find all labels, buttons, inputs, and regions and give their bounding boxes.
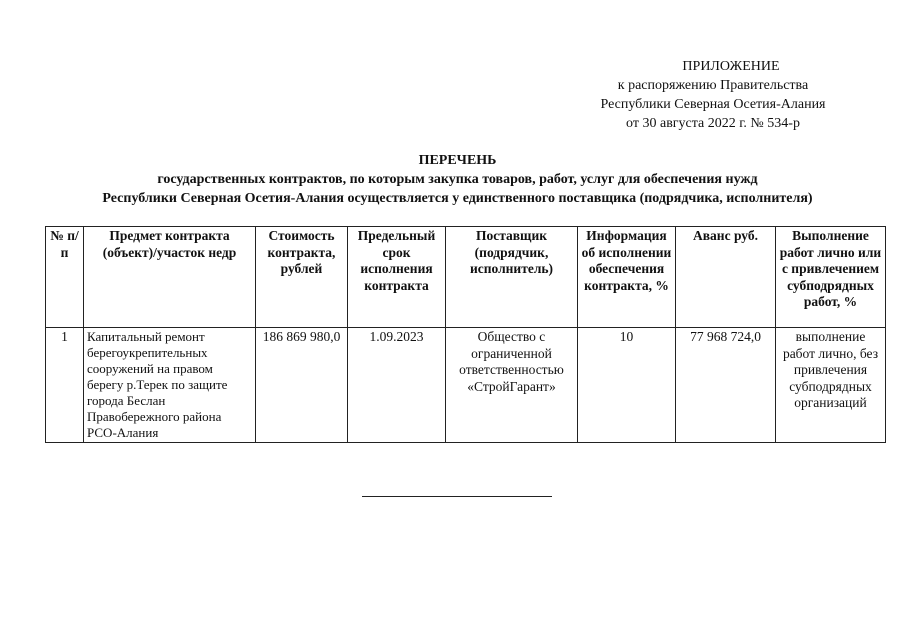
column-header-execution: Выполнение работ лично или с привлечением субподрядных работ, % [776, 227, 886, 328]
cell-supplier: Общество с ограниченной ответственностью «СтройГарант» [446, 328, 578, 443]
title-line: Республики Северная Осетия-Алания осуществляется у единственного поставщика (подрядчика, исполнителя) [102, 191, 813, 206]
title-line: государственных контрактов, по которым закупка товаров, работ, услуг для обеспечения нужд [157, 172, 758, 187]
cell-cost: 186 869 980,0 [256, 328, 348, 443]
title-heading: ПЕРЕЧЕНЬ [418, 153, 497, 168]
column-header-security-info: Информация об исполнении обеспечения контракта, % [578, 227, 676, 328]
annex-heading: ПРИЛОЖЕНИЕ [682, 59, 780, 74]
document-title [40, 151, 875, 208]
annex-line: Республики Северная Осетия-Алания [600, 97, 826, 112]
column-header-advance: Аванс руб. [676, 227, 776, 328]
cell-number: 1 [46, 328, 84, 443]
annex-block [583, 57, 843, 133]
table-row [46, 328, 886, 443]
annex-line: к распоряжению Правительства [617, 78, 809, 93]
column-header-number: № п/п [46, 227, 84, 328]
column-header-cost: Стоимость контракта, рублей [256, 227, 348, 328]
column-header-subject: Предмет контракта (объект)/участок недр [84, 227, 256, 328]
contracts-table [45, 226, 886, 443]
table-header-row [46, 227, 886, 328]
annex-date-line: от 30 августа 2022 г. № 534-р [626, 116, 800, 131]
closing-divider [362, 496, 552, 497]
cell-deadline: 1.09.2023 [348, 328, 446, 443]
column-header-supplier: Поставщик (подрядчик, исполнитель) [446, 227, 578, 328]
column-header-deadline: Предельный срок исполнения контракта [348, 227, 446, 328]
cell-subject: Капитальный ремонт берегоукрепительных сооружений на правом берегу р.Терек по защите города Беслан Правобережного района РСО-Алания [84, 328, 256, 443]
cell-security-info: 10 [578, 328, 676, 443]
cell-advance: 77 968 724,0 [676, 328, 776, 443]
cell-execution: выполнение работ лично, без привлечения субподрядных организаций [776, 328, 886, 443]
